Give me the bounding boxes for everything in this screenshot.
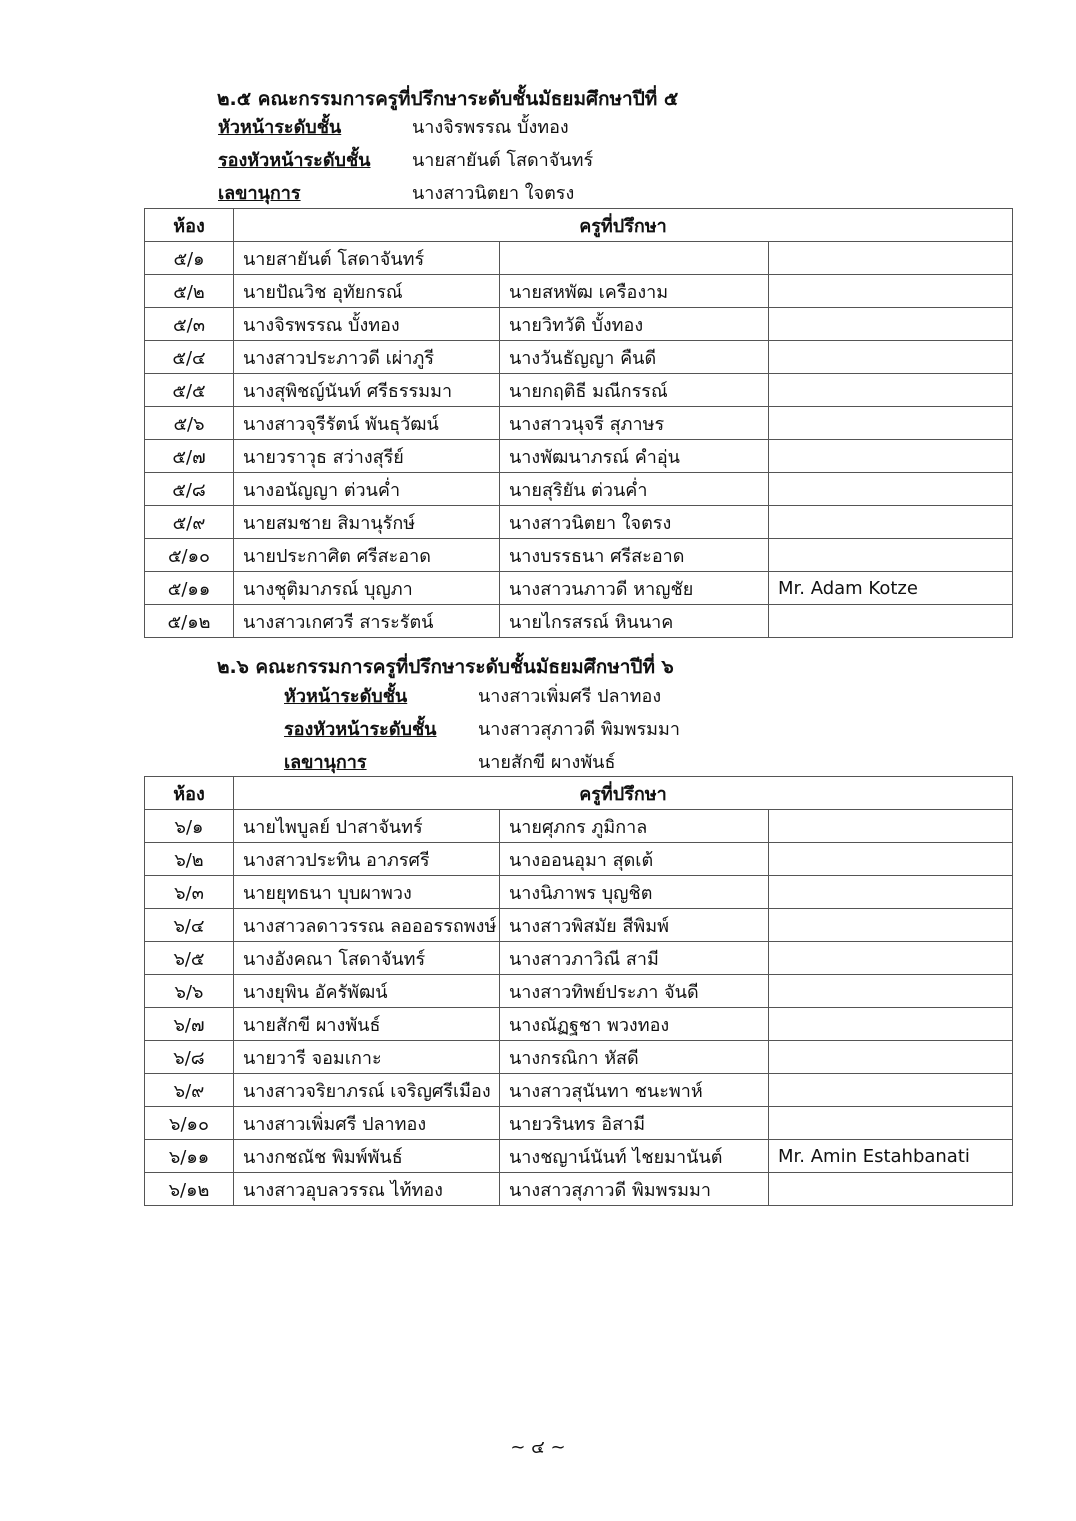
advisor-cell: นางสาวประทิน อาภรศรี (234, 843, 500, 876)
advisor-cell (769, 876, 1013, 909)
advisor-cell: นางสาวสุภาวดี พิมพรมมา (500, 1173, 769, 1206)
advisor-cell (769, 1074, 1013, 1107)
advisor-cell (769, 473, 1013, 506)
col-room-header: ห้อง (145, 777, 234, 810)
advisor-cell: นายสายันต์ โสดาจันทร์ (234, 242, 500, 275)
advisor-cell: นายกฤติธี มณีกรรณ์ (500, 374, 769, 407)
advisor-cell: นางอนัญญา ต่วนค่ำ (234, 473, 500, 506)
role-row (218, 111, 818, 144)
col-room-header: ห้อง (145, 209, 234, 242)
col-advisors-header: ครูที่ปรึกษา (234, 777, 1013, 810)
room-cell: ๖/๘ (145, 1041, 234, 1074)
room-cell: ๖/๑ (145, 810, 234, 843)
room-cell: ๕/๕ (145, 374, 234, 407)
table-row (145, 942, 1013, 975)
room-cell: ๕/๓ (145, 308, 234, 341)
role-label: รองหัวหน้าระดับชั้น (284, 719, 437, 740)
advisor-cell: นางสาวสุนันทา ชนะพาห์ (500, 1074, 769, 1107)
advisor-cell (769, 407, 1013, 440)
advisor-cell: Mr. Adam Kotze (769, 572, 1013, 605)
advisor-cell (769, 539, 1013, 572)
table-row (145, 1173, 1013, 1206)
advisor-cell (769, 242, 1013, 275)
room-cell: ๕/๙ (145, 506, 234, 539)
table-row (145, 275, 1013, 308)
role-label: รองหัวหน้าระดับชั้น (218, 150, 371, 171)
role-value: นางสาวเพิ่มศรี ปลาทอง (478, 686, 662, 707)
advisor-cell: นางพัฒนาภรณ์ คำอุ่น (500, 440, 769, 473)
section6-heading: ๒.๖ คณะกรรมการครูที่ปรึกษาระดับชั้นมัธยมศึกษาปีที่ ๖ (217, 656, 674, 678)
advisor-cell (769, 810, 1013, 843)
advisor-cell: Mr. Amin Estahbanati (769, 1140, 1013, 1173)
table-row (145, 975, 1013, 1008)
table-row (145, 843, 1013, 876)
advisor-cell: นางบรรธนา ศรีสะอาด (500, 539, 769, 572)
role-row (284, 746, 884, 779)
table-row (145, 810, 1013, 843)
table-row (145, 374, 1013, 407)
advisor-cell: นายวราวุธ สว่างสุรีย์ (234, 440, 500, 473)
table-row (145, 1107, 1013, 1140)
role-value: นางสาวนิตยา ใจตรง (412, 183, 575, 204)
advisor-cell (769, 1173, 1013, 1206)
table-row (145, 539, 1013, 572)
advisor-cell (769, 440, 1013, 473)
room-cell: ๖/๑๑ (145, 1140, 234, 1173)
advisor-cell (769, 1107, 1013, 1140)
room-cell: ๖/๙ (145, 1074, 234, 1107)
advisor-cell: นายวิทวัติ บั้งทอง (500, 308, 769, 341)
advisor-cell: นางจิรพรรณ บั้งทอง (234, 308, 500, 341)
advisor-cell: นางณัฏฐชา พวงทอง (500, 1008, 769, 1041)
table-row (145, 341, 1013, 374)
advisor-cell: นางสาวจริยาภรณ์ เจริญศรีเมือง (234, 1074, 500, 1107)
role-value: นางสาวสุภาวดี พิมพรมมา (478, 719, 680, 740)
room-cell: ๕/๖ (145, 407, 234, 440)
advisor-cell: นางสาวลดาวรรณ ลอออรรถพงษ์ (234, 909, 500, 942)
advisor-cell: นางสาวเกศวรี สาระรัตน์ (234, 605, 500, 638)
advisor-cell: นายสุริยัน ต่วนค่ำ (500, 473, 769, 506)
advisor-cell: นายวรินทร อิสามี (500, 1107, 769, 1140)
advisor-cell (769, 605, 1013, 638)
advisor-cell: นางกรณิกา หัสดี (500, 1041, 769, 1074)
role-label: หัวหน้าระดับชั้น (284, 686, 408, 707)
table-row (145, 1041, 1013, 1074)
advisor-cell: นางสาวภาวิณี สามี (500, 942, 769, 975)
advisor-cell: นางยุพิน อัครัพัฒน์ (234, 975, 500, 1008)
table-header-row (145, 777, 1013, 810)
advisor-cell: นายปัณวิช อุทัยกรณ์ (234, 275, 500, 308)
advisor-cell: นายยุทธนา บุบผาพวง (234, 876, 500, 909)
page-number: ~ ๔ ~ (510, 1437, 566, 1458)
room-cell: ๖/๔ (145, 909, 234, 942)
table-row (145, 506, 1013, 539)
advisor-cell (769, 275, 1013, 308)
advisor-cell: นางชุติมาภรณ์ บุญภา (234, 572, 500, 605)
advisor-cell (769, 942, 1013, 975)
section6-advisor-table (144, 776, 1013, 1206)
advisor-cell: นางนิภาพร บุญชิต (500, 876, 769, 909)
role-label: เลขานุการ (284, 752, 367, 773)
table-row (145, 909, 1013, 942)
advisor-cell: นางสาวประภาวดี เผ่าภูรี (234, 341, 500, 374)
advisor-cell (769, 1041, 1013, 1074)
advisor-cell: นางชญาน์นันท์ ไชยมานันต์ (500, 1140, 769, 1173)
advisor-cell: นางสาวเพิ่มศรี ปลาทอง (234, 1107, 500, 1140)
advisor-cell: นางสาวพิสมัย สีพิมพ์ (500, 909, 769, 942)
advisor-cell (769, 843, 1013, 876)
advisor-cell (769, 308, 1013, 341)
advisor-cell (769, 374, 1013, 407)
advisor-cell: นางสาวนภาวดี หาญชัย (500, 572, 769, 605)
advisor-cell: นางวันธัญญา คืนดี (500, 341, 769, 374)
table-row (145, 242, 1013, 275)
advisor-cell: นายสมชาย สิมานุรักษ์ (234, 506, 500, 539)
advisor-cell (769, 909, 1013, 942)
table-row (145, 876, 1013, 909)
advisor-cell: นางสาวทิพย์ประภา จันดี (500, 975, 769, 1008)
col-advisors-header: ครูที่ปรึกษา (234, 209, 1013, 242)
role-label: เลขานุการ (218, 183, 301, 204)
section5-heading: ๒.๕ คณะกรรมการครูที่ปรึกษาระดับชั้นมัธยมศึกษาปีที่ ๕ (217, 88, 679, 110)
advisor-cell: นายไพบูลย์ ปาสาจันทร์ (234, 810, 500, 843)
advisor-cell: นางกชณัช พิมพ์พันธ์ (234, 1140, 500, 1173)
room-cell: ๕/๔ (145, 341, 234, 374)
room-cell: ๖/๓ (145, 876, 234, 909)
table-row (145, 1008, 1013, 1041)
advisor-cell: นายไกรสรณ์ หินนาค (500, 605, 769, 638)
advisor-cell (500, 242, 769, 275)
role-label: หัวหน้าระดับชั้น (218, 117, 342, 138)
room-cell: ๖/๑๒ (145, 1173, 234, 1206)
room-cell: ๕/๒ (145, 275, 234, 308)
room-cell: ๕/๗ (145, 440, 234, 473)
advisor-cell: นางออนอุมา สุดเต้ (500, 843, 769, 876)
room-cell: ๕/๑ (145, 242, 234, 275)
advisor-cell: นายสหพัฒ เครืองาม (500, 275, 769, 308)
room-cell: ๖/๖ (145, 975, 234, 1008)
advisor-cell (769, 341, 1013, 374)
advisor-cell: นายวารี จอมเกาะ (234, 1041, 500, 1074)
table-row (145, 440, 1013, 473)
role-row (218, 177, 818, 210)
advisor-cell: นางสาวจุรีรัตน์ พันธุวัฒน์ (234, 407, 500, 440)
section5-advisor-table (144, 208, 1013, 638)
room-cell: ๕/๘ (145, 473, 234, 506)
advisor-cell: นางสาวนิตยา ใจตรง (500, 506, 769, 539)
advisor-cell: นายศุภกร ภูมิกาล (500, 810, 769, 843)
table-row (145, 1074, 1013, 1107)
room-cell: ๖/๗ (145, 1008, 234, 1041)
table-row (145, 473, 1013, 506)
advisor-cell: นางสุพิชญ์นันท์ ศรีธรรมมา (234, 374, 500, 407)
room-cell: ๖/๒ (145, 843, 234, 876)
role-row (284, 713, 884, 746)
table-row (145, 572, 1013, 605)
role-value: นางจิรพรรณ บั้งทอง (412, 117, 569, 138)
role-value: นายสายันต์ โสดาจันทร์ (412, 150, 594, 171)
table-row (145, 1140, 1013, 1173)
advisor-cell: นางอังคณา โสดาจันทร์ (234, 942, 500, 975)
advisor-cell: นายประกาศิต ศรีสะอาด (234, 539, 500, 572)
table-header-row (145, 209, 1013, 242)
advisor-cell (769, 1008, 1013, 1041)
room-cell: ๕/๑๒ (145, 605, 234, 638)
advisor-cell (769, 975, 1013, 1008)
room-cell: ๕/๑๑ (145, 572, 234, 605)
table-row (145, 605, 1013, 638)
advisor-cell: นายสักขี ผางพันธ์ (234, 1008, 500, 1041)
room-cell: ๖/๕ (145, 942, 234, 975)
advisor-cell (769, 506, 1013, 539)
advisor-cell: นางสาวนุจรี สุภาษร (500, 407, 769, 440)
role-row (218, 144, 818, 177)
room-cell: ๖/๑๐ (145, 1107, 234, 1140)
table-row (145, 407, 1013, 440)
role-value: นายสักขี ผางพันธ์ (478, 752, 616, 773)
role-row (284, 680, 884, 713)
advisor-cell: นางสาวอุบลวรรณ ไท้ทอง (234, 1173, 500, 1206)
room-cell: ๕/๑๐ (145, 539, 234, 572)
table-row (145, 308, 1013, 341)
